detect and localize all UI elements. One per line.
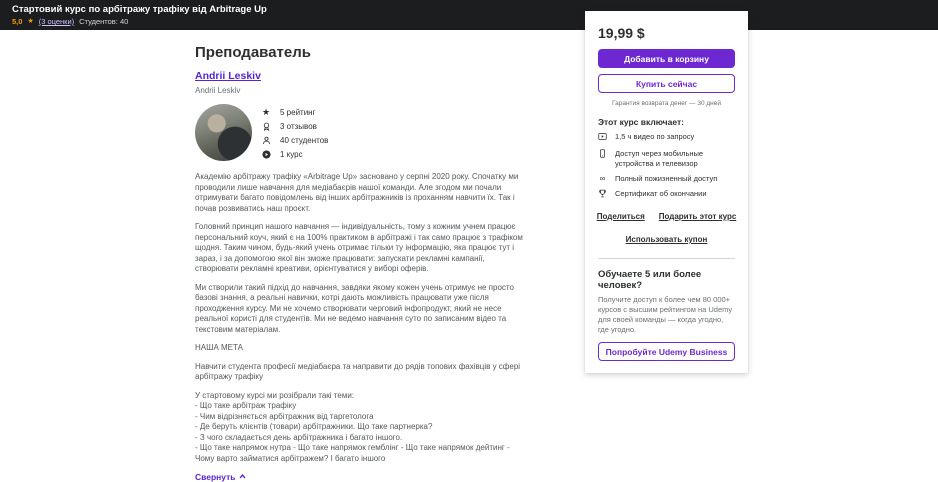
course-rating-row — [12, 18, 926, 26]
chevron-up-icon — [239, 472, 246, 482]
gift-course-link[interactable]: Подарить этот курс — [658, 212, 737, 221]
stat-reviews — [261, 119, 328, 133]
include-item-certificate — [598, 189, 735, 201]
rating-value: 5,0 — [12, 17, 23, 26]
infinity-icon: ∞ — [599, 174, 606, 183]
stat-rating — [261, 105, 328, 119]
award-icon — [261, 121, 271, 131]
goal-heading: НАША МЕТА — [195, 343, 243, 352]
stat-label: 40 студентов — [280, 135, 329, 145]
stat-label: 1 курс — [280, 149, 303, 159]
topic-item: - Що таке арбітраж трафіку — [195, 401, 297, 410]
bio-paragraph: Академію арбітражу трафіку «Arbitrage Up» засновано у серпні 2020 року. Спочатку ми проводили лише навчання для медіабаєрів нашої команди. Але згодом ми почали отримувати багато повідомлень від інших арбітражників із проханням навчити їх. Так і почав розвиватись наш проєкт. — [195, 172, 519, 213]
include-label: 1,5 ч видео по запросу — [615, 132, 695, 141]
goal-text: Навчити студента професії медіабаєра та направити до рядів топових фахівців у сфері арбітражу трафіку — [195, 361, 521, 381]
add-to-cart-button[interactable]: Добавить в корзину — [598, 49, 735, 68]
buy-now-button[interactable]: Купить сейчас — [598, 74, 735, 93]
business-text: Получите доступ к более чем 80 000+ курсов с высшим рейтингом на Udemy для своей команды — когда угодно, где угодно. — [598, 295, 733, 334]
students-count: Студентов: 40 — [79, 17, 129, 26]
topics-intro: У стартовому курсі ми розібрали такі теми: — [195, 390, 355, 400]
collapse-label: Свернуть — [195, 472, 236, 482]
ratings-count-link[interactable]: (3 оценки) — [38, 17, 75, 26]
instructor-section — [195, 30, 527, 482]
course-price: 19,99 $ — [598, 25, 645, 41]
collapse-bio-button[interactable] — [195, 472, 527, 482]
star-icon: ★ — [27, 18, 34, 25]
card-divider — [598, 258, 735, 259]
topic-item: - Де беруть клієнтів (товари) арбітражники. Що таке партнерка? — [195, 422, 433, 431]
include-item-video — [598, 132, 735, 144]
instructor-subtitle: Andrii Leskiv — [195, 86, 241, 95]
course-header-bar — [0, 0, 938, 30]
business-title: Обучаете 5 или более человек? — [598, 269, 702, 291]
star-icon: ★ — [261, 107, 271, 117]
instructor-stats — [261, 104, 328, 161]
instructor-summary-row — [195, 104, 527, 161]
instructor-name-link[interactable]: Andrii Leskiv — [195, 70, 261, 82]
students-icon — [261, 135, 271, 145]
stat-students — [261, 133, 328, 147]
udemy-business-button[interactable]: Попробуйте Udemy Business — [598, 342, 735, 361]
include-label: Сертификат об окончании — [615, 189, 707, 198]
include-label: Полный пожизненный доступ — [615, 174, 718, 183]
course-includes-title: Этот курс включает: — [598, 117, 684, 127]
play-circle-icon — [261, 149, 271, 159]
include-label: Доступ через мобильные устройства и телевизор — [615, 149, 704, 168]
bio-paragraph: Ми створили такий підхід до навчання, завдяки якому кожен учень отримує не просто базові знання, а реальні навички, котрі дають можливість працювати уже після проходження курсу. Ми не хочемо створювати черговий інфопродукт, який не несе реальної користі для студентів. Ми не ведемо навчання суто по записаним відео та текстовим матеріалам. — [195, 282, 514, 334]
include-item-mobile — [598, 149, 735, 169]
course-title: Стартовий курс по арбітражу трафіку від Arbitrage Up — [12, 4, 267, 15]
topic-item: - З чого складається день арбітражника і багато іншого. — [195, 432, 403, 442]
instructor-avatar — [195, 104, 252, 161]
bio-paragraph: Головний принцип нашого навчання — індивідуальність, тому з кожним учнем працює персональний коуч, який є на 100% практиком в арбітражі і так само працює з трафіком щодня. Таким чином, будь-який учень отримає тільки ту інформацію, яка працює тут і зараз, і за допомогою якої він зможе працювати: запускати рекламні кампанії, створювати рекламні креативи, орієнтуватися у виборі оферів. — [195, 222, 523, 273]
topic-item: - Що таке напрямок нутра - Що таке напрямок гемблінг - Що таке напрямок дейтинг - Чому варто займатися арбітражем? І багато іншого — [195, 443, 510, 463]
coupon-row — [598, 229, 735, 247]
mobile-icon — [598, 149, 607, 169]
apply-coupon-link[interactable]: Использовать купон — [625, 235, 708, 244]
share-link[interactable]: Поделиться — [596, 212, 645, 221]
share-gift-row — [598, 212, 735, 221]
purchase-card — [585, 11, 748, 373]
include-item-lifetime — [598, 174, 735, 184]
money-back-guarantee: Гарантия возврата денег — 30 дней — [611, 100, 722, 107]
stat-label: 5 рейтинг — [280, 107, 316, 117]
video-icon — [598, 132, 607, 144]
certificate-icon — [598, 189, 607, 201]
stat-courses — [261, 147, 328, 161]
page-title: Преподаватель — [195, 44, 311, 61]
topic-item: - Чим відрізняється арбітражник від таргетолога — [195, 411, 374, 421]
stat-label: 3 отзывов — [280, 121, 317, 131]
